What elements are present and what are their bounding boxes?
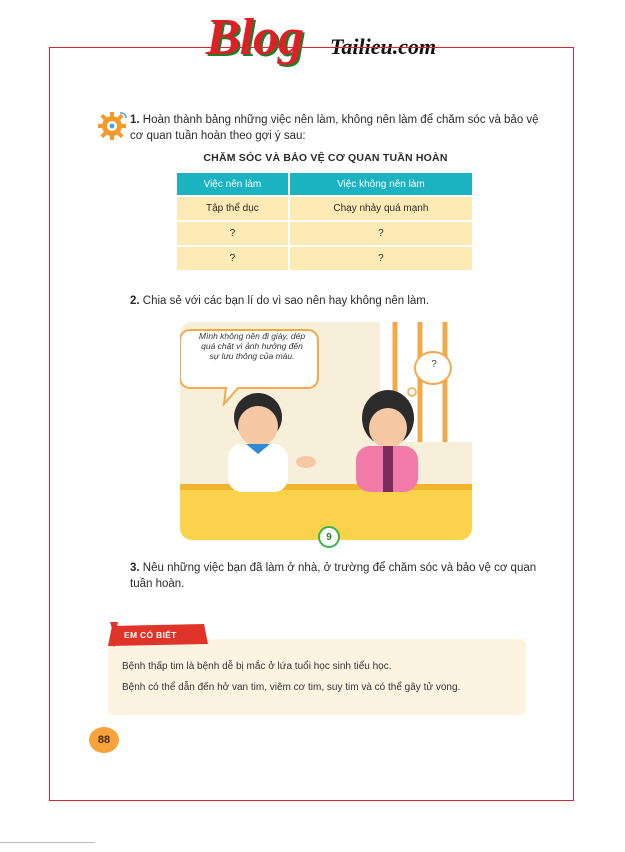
page-number: 88 [89, 727, 119, 753]
thought-bubble-text: ? [431, 359, 437, 370]
table-title: CHĂM SÓC VÀ BẢO VỆ CƠ QUAN TUẦN HOÀN [203, 152, 448, 164]
logo-blog-text: Blog [206, 9, 304, 66]
speech-bubble-text: Mình không nên đi giày, dép quá chật vì ảnh hưởng đến sự lưu thông của máu. [198, 331, 306, 361]
table-row [177, 196, 472, 221]
did-you-know-line-2: Bệnh có thể dẫn đến hở van tim, viêm cơ tim, suy tim và có thể gây tử vong. [122, 682, 461, 693]
question-3-text: Nêu những việc bạn đã làm ở nhà, ở trường để chăm sóc và bảo vệ cơ quan tuần hoàn. [130, 562, 537, 590]
table-row [177, 221, 472, 246]
table-header-row [177, 173, 472, 196]
cell-should-do: ? [177, 246, 289, 270]
question-2 [130, 295, 429, 307]
question-3-number: 3. [130, 562, 140, 574]
footer-rule [0, 842, 95, 843]
question-1 [130, 112, 550, 144]
question-1-text: Hoàn thành bảng những việc nên làm, không nên làm để chăm sóc và bảo vệ cơ quan tuần hoàn theo gợi ý sau: [130, 114, 539, 142]
cell-should-do: Tập thể dục [177, 196, 289, 221]
did-you-know-line-1: Bệnh thấp tim là bệnh dễ bị mắc ở lứa tuổi học sinh tiểu học. [122, 661, 392, 672]
cell-should-do: ? [177, 221, 289, 246]
care-table [177, 173, 472, 270]
question-1-number: 1. [130, 114, 140, 126]
did-you-know-label: EM CÓ BIẾT [124, 630, 177, 640]
question-2-number: 2. [130, 295, 140, 307]
question-3 [130, 560, 540, 592]
table-row [177, 246, 472, 270]
did-you-know-box [108, 639, 526, 715]
cell-should-not-do: Chạy nhảy quá mạnh [289, 196, 472, 221]
illustration-badge: 9 [318, 526, 340, 548]
gear-icon [96, 109, 128, 141]
logo-site-text: Tailieu.com [330, 34, 437, 59]
question-2-text: Chia sẻ với các bạn lí do vì sao nên hay không nên làm. [142, 295, 430, 307]
header-should-do: Việc nên làm [177, 173, 289, 196]
cell-should-not-do: ? [289, 246, 472, 270]
header-should-not-do: Việc không nên làm [289, 173, 472, 196]
cell-should-not-do: ? [289, 221, 472, 246]
